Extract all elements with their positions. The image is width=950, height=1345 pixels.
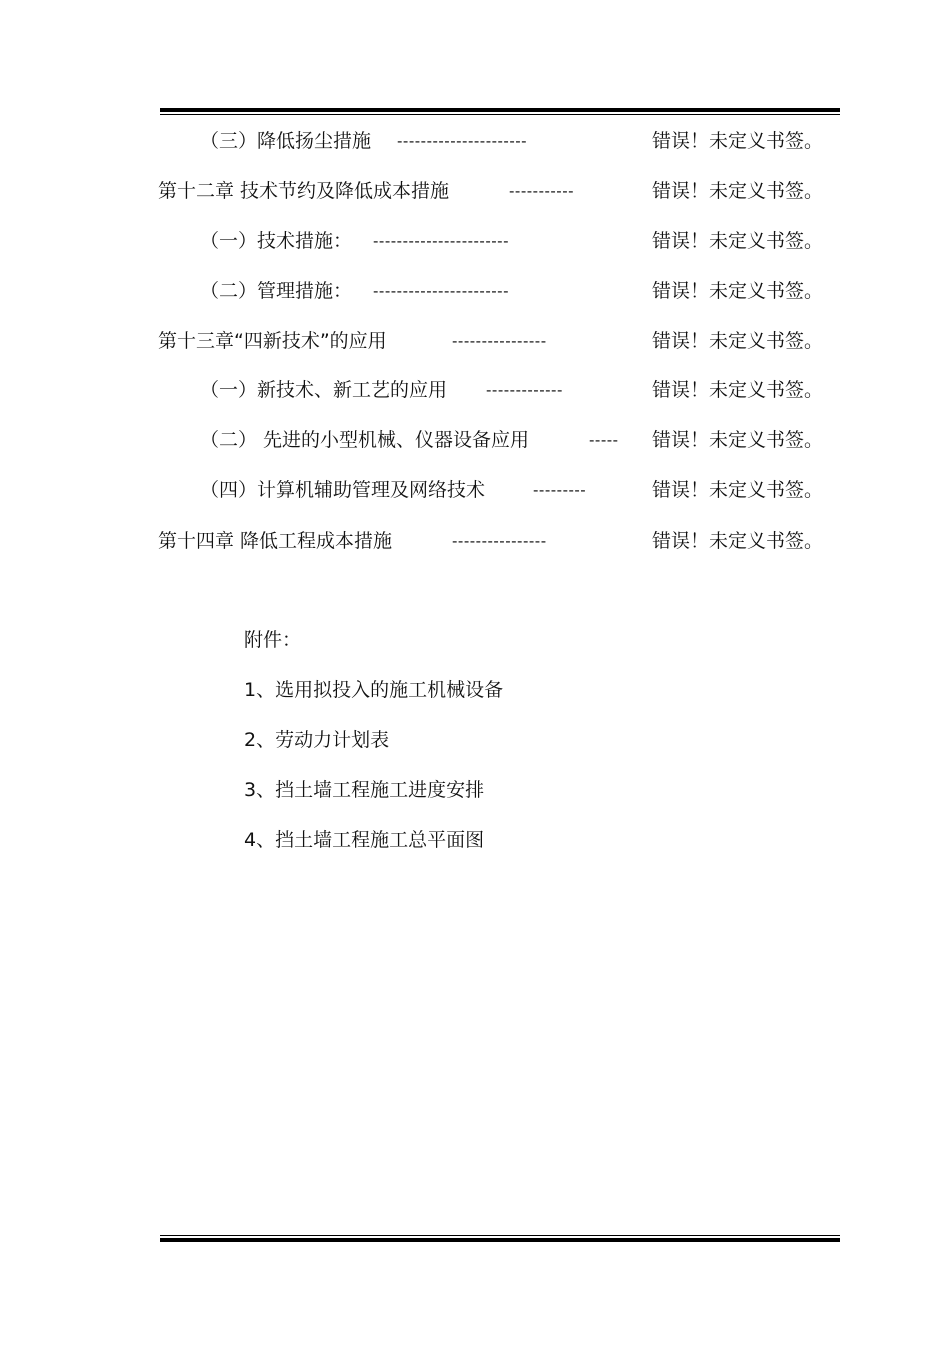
toc-entry[interactable] xyxy=(200,476,840,504)
toc-entry[interactable] xyxy=(200,127,840,155)
toc-entry[interactable] xyxy=(200,227,840,255)
toc-entry[interactable] xyxy=(200,426,840,454)
header-rule xyxy=(160,108,840,115)
toc-entry[interactable] xyxy=(158,177,840,205)
attachment-item: 2、劳动力计划表 xyxy=(244,729,390,751)
toc-entry-leader: --------- xyxy=(533,481,587,499)
toc-entry-title: （四）计算机辅助管理及网络技术 xyxy=(200,479,486,501)
header-rule-thin xyxy=(160,114,840,115)
attachment-item: 4、挡土墙工程施工总平面图 xyxy=(244,829,485,851)
toc-entry-title: （二）管理措施： xyxy=(200,280,353,302)
toc-entry-title: （一）新技术、新工艺的应用 xyxy=(200,379,448,401)
toc-entry-leader: ----------------------- xyxy=(373,232,509,250)
toc-entry-page: 错误！未定义书签。 xyxy=(652,180,824,202)
footer-rule xyxy=(160,1235,840,1242)
toc-entry[interactable] xyxy=(158,527,840,555)
footer-rule-thick xyxy=(160,1238,840,1242)
toc-entry-page: 错误！未定义书签。 xyxy=(652,280,824,302)
toc-entry-page: 错误！未定义书签。 xyxy=(652,429,824,451)
toc-entry-leader: ----- xyxy=(589,431,619,449)
toc-entry-page: 错误！未定义书签。 xyxy=(652,379,824,401)
toc-entry-page: 错误！未定义书签。 xyxy=(652,530,824,552)
attachments-title: 附件： xyxy=(244,629,302,651)
header-rule-thick xyxy=(160,108,840,112)
toc-entry-title: （一）技术措施： xyxy=(200,230,353,252)
toc-entry-leader: ---------------- xyxy=(452,332,547,350)
attachment-item: 1、选用拟投入的施工机械设备 xyxy=(244,679,504,701)
toc-entry[interactable] xyxy=(158,327,840,355)
attachment-item: 3、挡土墙工程施工进度安排 xyxy=(244,779,485,801)
toc-entry[interactable] xyxy=(200,277,840,305)
toc-entry-page: 错误！未定义书签。 xyxy=(652,230,824,252)
toc-entry[interactable] xyxy=(200,376,840,404)
toc-entry-leader: ---------------- xyxy=(452,532,547,550)
toc-entry-leader: ----------------------- xyxy=(373,282,509,300)
toc-entry-title: 第十二章 技术节约及降低成本措施 xyxy=(158,180,450,202)
toc-entry-title: 第十三章“四新技术”的应用 xyxy=(158,330,387,352)
toc-entry-leader: ---------------------- xyxy=(397,132,528,150)
toc-entry-page: 错误！未定义书签。 xyxy=(652,330,824,352)
toc-entry-page: 错误！未定义书签。 xyxy=(652,130,824,152)
toc-entry-title: （二） 先进的小型机械、仪器设备应用 xyxy=(200,429,530,451)
toc-entry-title: （三）降低扬尘措施 xyxy=(200,130,372,152)
footer-rule-thin xyxy=(160,1235,840,1236)
toc-entry-page: 错误！未定义书签。 xyxy=(652,479,824,501)
toc-entry-leader: ----------- xyxy=(509,182,575,200)
toc-entry-leader: ------------- xyxy=(486,381,563,399)
toc-entry-title: 第十四章 降低工程成本措施 xyxy=(158,530,393,552)
